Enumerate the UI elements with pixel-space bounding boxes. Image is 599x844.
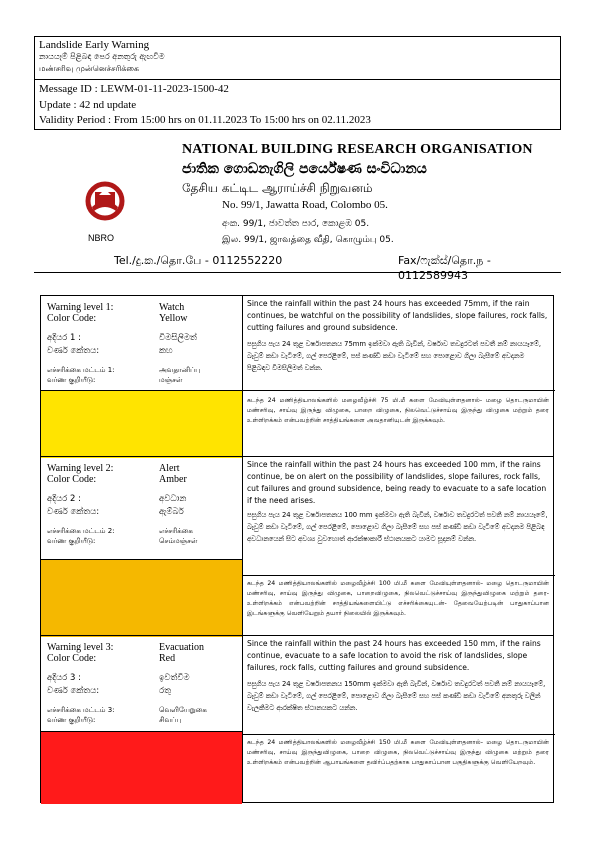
address-en: No. 99/1, Jawatta Road, Colombo 05.	[222, 199, 388, 211]
color-value: Red	[159, 653, 176, 664]
level-label-si: අදියර 1 :	[47, 333, 81, 343]
warning-text-si: පසුගිය පැය 24 තුළ වර්ෂාපතනය 100 mm ඉක්මවා ඇති බැවින්, වර්ෂාව තවදුරටත් පවතී නම් නායයෑමේ, බෑවුම් කඩා වැටීමේ, ගල් පෙරළීමේ, පොළොව ගිලා බැසීමේ සහ පස් කණ්ඩි කඩා වැටීමේ අවදානම පිළිබඳ අවධානයෙන් සිට අවශ්‍ය වුවහොත් ආරක්ෂාකාරී ස්ථානයකට යාමට සූදානම් වන්න.	[247, 511, 548, 543]
level-label-si: අදියර 3 :	[47, 673, 81, 683]
level-label-ta: எச்சரிக்கை மட்டம் 1:	[47, 366, 115, 374]
color-label-si: වර්ණ කේතය:	[47, 507, 100, 517]
address-ta: இல. 99/1, ஜாவத்தை வீதி, கொழும்பு 05.	[222, 235, 394, 245]
level-value-ta: எச்சரிக்கை	[159, 527, 193, 535]
color-label-ta: வர்ண குறியீடு:	[47, 537, 96, 545]
color-label: Color Code:	[47, 653, 97, 664]
org-name-en: NATIONAL BUILDING RESEARCH ORGANISATION	[182, 142, 533, 157]
color-value: Yellow	[159, 313, 188, 324]
warning-text-si: පසුගිය පැය 24 තුළ වර්ෂාපතනය 150mm ඉක්මවා ඇති බැවින්, වර්ෂාව තවදුරටත් පවතී නම් නායයෑමේ, බෑවුම් කඩා වැටීමේ, ගල් පෙරළීමේ, පොළොව ගිලා බැසීමේ සහ පස් කණ්ඩි කඩා වැටීමේ අනතුරු වලින් වැලකීමට ආරක්ෂිත ස්ථානයකට යන්න.	[247, 680, 546, 712]
warning-level-3	[40, 635, 554, 803]
fax: Fax/ෆැක්ස්/தொ.ந - 0112589943	[398, 254, 491, 282]
warning-text-ta: கடந்த 24 மணித்தியாலங்களில் மழைவீழ்ச்சி 100 மி.மீ களை மேவியுள்ளதனால்- மழை தொடருமாயின் மண்சரிவு, சாய்வு இருந்து விழுகை, பாறைவிழுகை, நிலவெட்டுச்சாய்வு இருந்துவிழுகை மற்றும் தரை-உள்ளிறக்கம் என்பவற்றின் சாத்தியங்களையிட்டு எச்சரிக்கையுடன்- தேவையேற்படின் பாதுகாப்பான இடங்களுக்கு வெளியேறும் தயார் நிலையில் இருக்கவும்.	[247, 580, 549, 617]
address-si: අංක. 99/1, ජාවත්ත පාර, කොළඹ 05.	[222, 219, 370, 229]
title-ta: மண்சரிவு முன்னெச்சரிக்கை	[39, 64, 140, 73]
level-value-ta: அவதானிப்பு	[159, 366, 201, 374]
warning-text-si: පසුගිය පැය 24 තුළ වර්ෂාපතනය 75mm ඉක්මවා ඇති බැවින්, වර්ෂාව තවදුරටත් පවතී නම් නායයෑමේ, බෑවුම් කඩා වැටීමේ, ගල් පෙරළීමේ, පස් කණ්ඩි කඩා වැටීමේ සහ පොළොව ගිලා බැසීමේ අවදානම පිළිබඳව විමසිලිමත් වන්න.	[247, 340, 541, 372]
level-value: Evacuation	[159, 642, 204, 653]
update-number: Update : 42 nd update	[39, 98, 137, 111]
warning-text-ta: கடந்த 24 மணித்தியாலங்களில் மழைவீழ்ச்சி 150 மி.மீ களை மேவியுள்ளதனால்- மழை தொடருமாயின் மண்சரிவு, சாய்வு இருந்துவிழுகை, பாறை விழுகை, நிலவெட்டுச்சாய்வு இருந்து விழுகை மற்றும் தரை உள்ளிறக்கம் என்பவற்றின் ஆபாயங்களை தவிர்ப்பதற்காக பாதுகாப்பான பகுதிகளுக்கு வெளியேறவும்.	[247, 739, 549, 766]
warning-text-en: Since the rainfall within the past 24 hours has exceeded 75mm, if the rain continues, be watchful on the possibility of landslides, slope failures, rock falls, cutting failures and ground subsidence.	[247, 299, 548, 332]
warning-level-1	[40, 295, 554, 457]
level-label: Warning level 3:	[47, 642, 114, 653]
level-label: Warning level 1:	[47, 302, 114, 313]
org-name-ta: தேசிய கட்டிட ஆராய்ச்சி நிறுவனம்	[182, 181, 373, 195]
level-label-ta: எச்சரிக்கை மட்டம் 2:	[47, 527, 115, 535]
color-value-si: කහ	[159, 346, 173, 356]
divider	[243, 390, 555, 391]
org-name-si: ජාතික ගොඩනැගිලි පර්යේෂණ සංවිධානය	[182, 161, 427, 177]
color-label-ta: வர்ண குறியீடு:	[47, 376, 96, 384]
level-label-si: අදියර 2 :	[47, 494, 81, 504]
divider	[243, 734, 555, 735]
level-label: Warning level 2:	[47, 463, 114, 474]
color-label: Color Code:	[47, 474, 97, 485]
title-en: Landslide Early Warning	[39, 39, 150, 51]
letterhead	[34, 132, 561, 282]
message-meta	[34, 80, 561, 130]
warning-level-2	[40, 456, 554, 636]
color-value: Amber	[159, 474, 187, 485]
level-value-si: විමසිලිමත්	[159, 333, 197, 343]
divider	[243, 575, 555, 576]
level-value-si: අවධාන	[159, 494, 187, 504]
warning-text-en: Since the rainfall within the past 24 hours has exceeded 100 mm, if the rains continue, be on alert on the possibility of landslides, slope failures, rock falls, cut failures and ground subsidence, being ready to evacuate to a safe location if the need arises.	[247, 460, 547, 505]
telephone: Tel./දු.ක./தொ.பே - 0112552220	[114, 254, 283, 267]
color-value-si: රතු	[159, 686, 172, 696]
color-value-ta: செம்மஞ்சள்	[159, 537, 198, 545]
color-label-si: වර්ණ කේතය:	[47, 686, 100, 696]
level-value-ta: வெளியேறுகை	[159, 706, 207, 714]
color-swatch-red	[41, 731, 242, 804]
warning-text-en: Since the rainfall within the past 24 hours has exceeded 150 mm, if the rains continue, evacuate to a safe location to avoid the risk of landslides, slope failures, rock falls, cutting failures and ground subsidence.	[247, 639, 541, 672]
validity-period: Validity Period : From 15:00 hrs on 01.11.2023 To 15:00 hrs on 02.11.2023	[39, 114, 371, 126]
title-box	[34, 36, 561, 80]
level-label-ta: எச்சரிக்கை மட்டம் 3:	[47, 706, 115, 714]
color-swatch-amber	[41, 559, 242, 637]
nbro-logo	[82, 177, 128, 247]
message-id: Message ID : LEWM-01-11-2023-1500-42	[39, 83, 229, 95]
color-value-ta: மஞ்சள்	[159, 376, 183, 384]
title-si: නායයෑම් පිළිබඳ පෙර අනතුරු ඇඟවීම	[39, 52, 165, 61]
level-value: Alert	[159, 463, 180, 474]
logo-text: NBRO	[88, 233, 115, 243]
color-label-si: වර්ණ කේතය:	[47, 346, 100, 356]
warning-text-ta: கடந்த 24 மணித்தியாலங்களில் மழைவீழ்ச்சி 75 மி.மீ களை மேவியுள்ளதனால்- மழை தொடருமாயின் மண்சரிவு, சாய்வு இருந்து விழுகை, பாறை விழுகை, நிலவெட்டுச்சாய்வு இருந்து விழுகை மற்றும் தரை உள்ளிறக்கம் என்பவற்றின் சாத்தியங்களை அவதானியுடன் இருக்கவும்.	[247, 397, 549, 424]
color-value-ta: சிவப்பு	[159, 716, 182, 724]
color-value-si: ඇම්බර්	[159, 507, 184, 517]
color-label: Color Code:	[47, 313, 97, 324]
color-swatch-yellow	[41, 390, 242, 458]
color-label-ta: வர்ண குறியீடு:	[47, 716, 96, 724]
level-value: Watch	[159, 302, 185, 313]
level-value-si: ඉවත්වීම	[159, 673, 190, 683]
